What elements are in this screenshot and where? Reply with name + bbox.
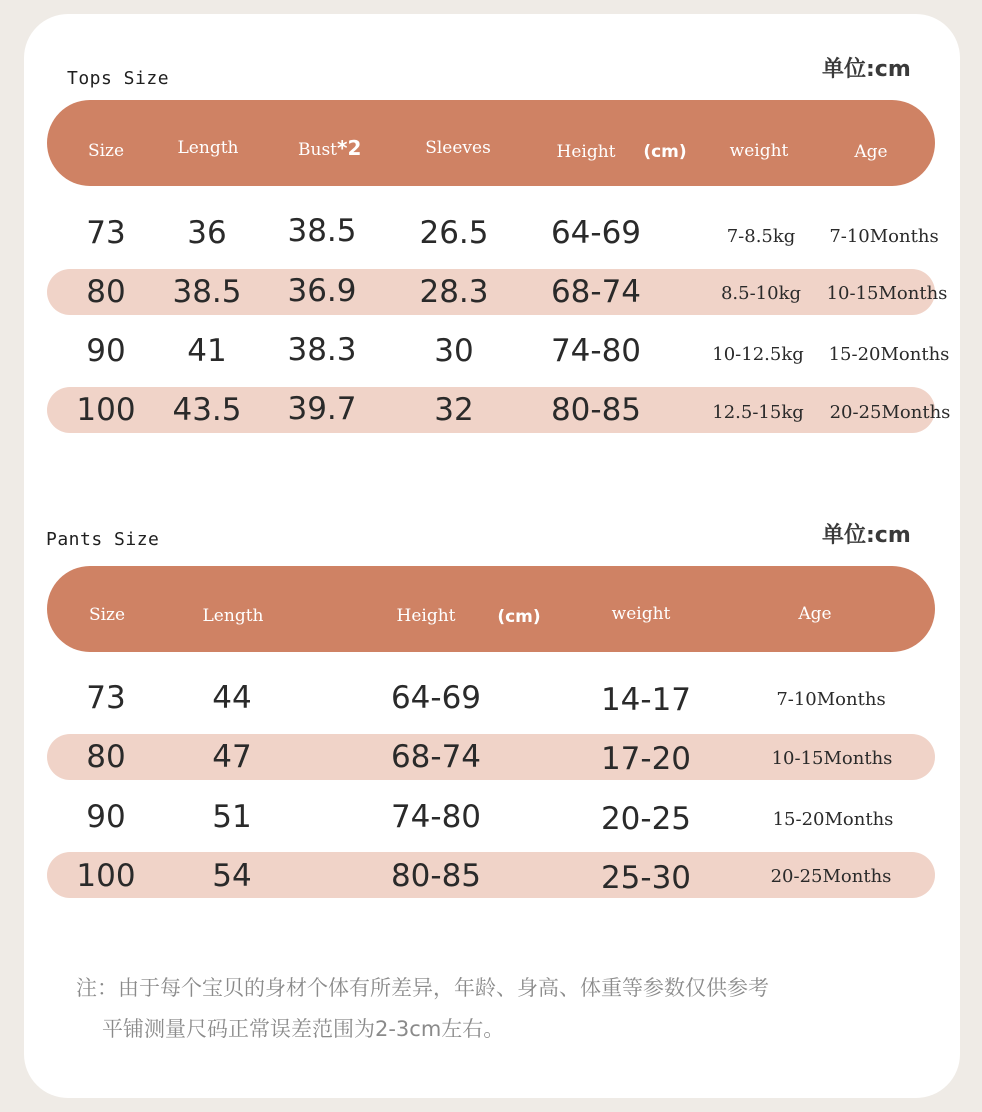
tops-cell-height: 80-85 <box>550 392 642 428</box>
tops-header-height: Height <box>556 142 616 162</box>
pants-cell-height: 68-74 <box>390 739 482 775</box>
pants-cell-age: 7-10Months <box>776 689 886 710</box>
tops-cell-size: 90 <box>86 333 126 369</box>
tops-cell-sleeves: 26.5 <box>419 215 489 251</box>
tops-cell-sleeves: 32 <box>434 392 474 428</box>
tops-cell-height: 74-80 <box>550 333 642 369</box>
pants-cell-age: 20-25Months <box>770 866 892 887</box>
tops-cell-sleeves: 30 <box>434 333 474 369</box>
pants-header-size: Size <box>88 605 126 625</box>
pants-cell-weight: 25-30 <box>600 860 692 896</box>
pants-cell-weight: 20-25 <box>600 801 692 837</box>
tops-unit-label: 单位:cm <box>822 57 911 82</box>
tops-cell-weight: 10-12.5kg <box>712 344 804 365</box>
tops-cell-size: 73 <box>86 215 126 251</box>
pants-header-weight: weight <box>611 604 671 624</box>
tops-cell-bust: 39.7 <box>287 391 357 427</box>
pants-header-bar <box>47 566 935 652</box>
pants-cell-age: 10-15Months <box>771 748 893 769</box>
pants-cell-length: 47 <box>212 739 252 775</box>
tops-header-bust-group <box>298 136 361 160</box>
note-line-2: 平铺测量尺码正常误差范围为2-3cm左右。 <box>102 1017 505 1041</box>
pants-header-length: Length <box>202 606 264 626</box>
tops-cell-bust: 38.5 <box>287 213 357 249</box>
pants-cell-length: 44 <box>212 680 252 716</box>
pants-unit-label: 单位:cm <box>822 523 911 548</box>
pants-cell-height: 80-85 <box>390 858 482 894</box>
tops-header-weight: weight <box>729 141 789 161</box>
tops-cell-age: 20-25Months <box>829 402 951 423</box>
pants-cell-height: 64-69 <box>390 680 482 716</box>
tops-cell-age: 7-10Months <box>829 226 939 247</box>
tops-section-label: Tops Size <box>67 68 170 89</box>
tops-cell-bust: 36.9 <box>287 273 357 309</box>
tops-cell-sleeves: 28.3 <box>419 274 489 310</box>
tops-cell-length: 43.5 <box>172 392 242 428</box>
pants-cell-height: 74-80 <box>390 799 482 835</box>
tops-cell-size: 100 <box>76 392 136 428</box>
pants-cell-size: 90 <box>86 799 126 835</box>
pants-cell-weight: 14-17 <box>600 682 692 718</box>
tops-cell-length: 38.5 <box>172 274 242 310</box>
tops-cell-length: 41 <box>187 333 227 369</box>
pants-header-height: Height <box>396 606 456 626</box>
tops-header-bust-multiplier: *2 <box>337 136 362 160</box>
tops-cell-weight: 8.5-10kg <box>720 283 802 304</box>
tops-cell-length: 36 <box>187 215 227 251</box>
pants-cell-length: 51 <box>212 799 252 835</box>
tops-header-height-unit: (cm) <box>643 142 687 162</box>
tops-cell-age: 15-20Months <box>828 344 950 365</box>
pants-cell-age: 15-20Months <box>772 809 894 830</box>
tops-header-length: Length <box>177 138 239 158</box>
pants-cell-size: 100 <box>76 858 136 894</box>
pants-header-age: Age <box>798 604 832 624</box>
note-line-1: 注：由于每个宝贝的身材个体有所差异，年龄、身高、体重等参数仅供参考 <box>76 976 769 1000</box>
pants-section-label: Pants Size <box>46 529 160 550</box>
tops-header-bust: Bust <box>298 140 337 160</box>
tops-cell-size: 80 <box>86 274 126 310</box>
pants-cell-weight: 17-20 <box>600 741 692 777</box>
tops-header-size: Size <box>87 141 125 161</box>
pants-cell-length: 54 <box>212 858 252 894</box>
tops-header-bar <box>47 100 935 186</box>
tops-cell-height: 68-74 <box>550 274 642 310</box>
tops-header-age: Age <box>854 142 888 162</box>
tops-header-sleeves: Sleeves <box>425 138 491 158</box>
tops-cell-height: 64-69 <box>550 215 642 251</box>
pants-header-height-unit: (cm) <box>497 607 541 627</box>
tops-cell-weight: 12.5-15kg <box>712 402 804 423</box>
pants-cell-size: 73 <box>86 680 126 716</box>
tops-cell-weight: 7-8.5kg <box>726 226 796 247</box>
pants-cell-size: 80 <box>86 739 126 775</box>
tops-cell-bust: 38.3 <box>287 332 357 368</box>
tops-cell-age: 10-15Months <box>826 283 948 304</box>
